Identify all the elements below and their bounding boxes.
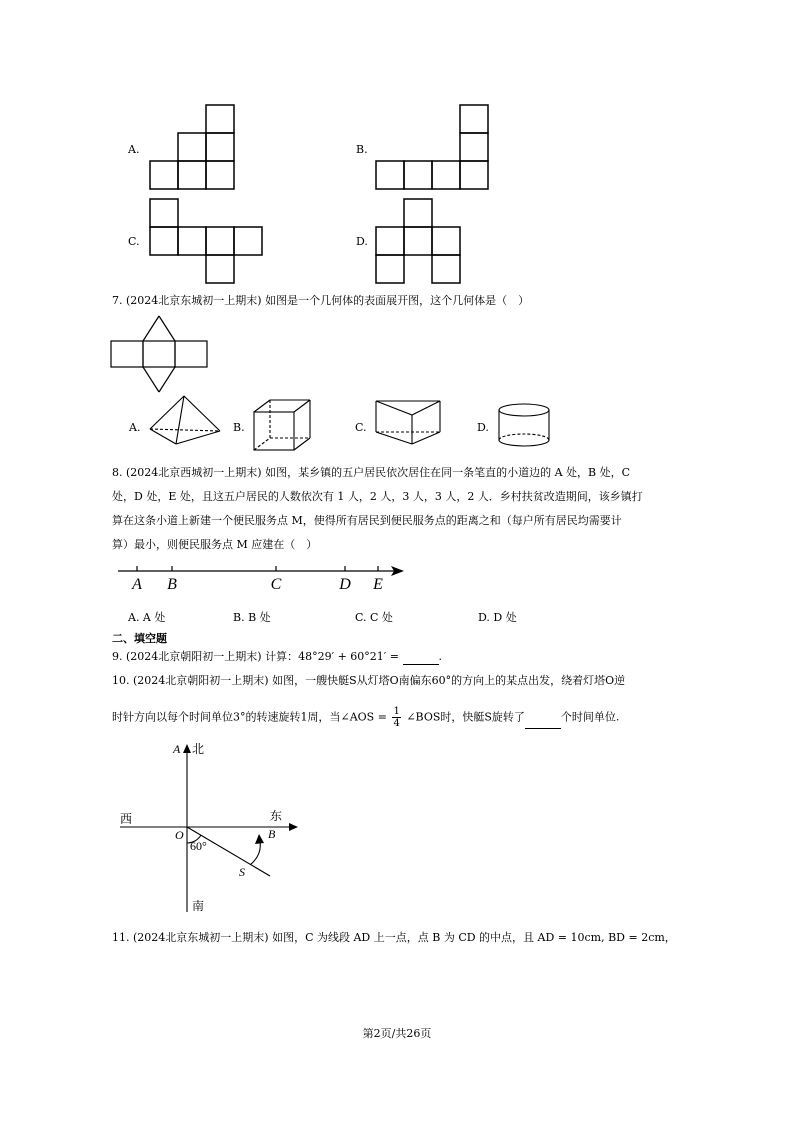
q8-option-a: A. A 处 <box>128 611 166 624</box>
q10-text-2c: 个时间单位. <box>560 710 620 724</box>
q9-text: 计算：48°29′ + 60°21′ = <box>265 650 399 663</box>
label-east: 东 <box>270 809 283 823</box>
north-arrowhead <box>183 744 191 753</box>
label-b: B <box>268 827 276 841</box>
q8-option-c: C. C 处 <box>355 611 393 624</box>
q10-text-1: 如图，一艘快艇S从灯塔O南偏东60°的方向上的某点出发，绕着灯塔O逆 <box>272 674 626 687</box>
q8-option-d: D. D 处 <box>478 611 517 624</box>
q10-text-2a: 时针方向以每个时间单位3°的转速旋转1周，当∠AOS = <box>112 710 387 724</box>
east-arrowhead <box>289 823 298 831</box>
point-c-label: C <box>270 576 282 593</box>
page-footer: 第2页/共26页 <box>362 1027 432 1040</box>
q7-option-a-label: A. <box>129 421 141 434</box>
label-south: 南 <box>192 899 205 913</box>
q8-text-1: 如图，某乡镇的五户居民依次居住在同一条笔直的小道边的 A 处，B 处，C <box>265 466 631 479</box>
point-a-label: A <box>132 576 142 593</box>
q8-source: (2024北京西城初一上期末) <box>126 466 262 479</box>
q7-option-c-label: C. <box>355 421 367 434</box>
q10-fraction-denominator: 4 <box>393 718 400 729</box>
rotation-arrowhead <box>255 834 264 844</box>
q11-text: 如图，C 为线段 AD 上一点，点 B 为 CD 的中点，且 AD = 10cm, BD = 2cm， <box>272 931 676 944</box>
q8-line-2: 处，D 处，E 处，且这五户居民的人数依次有 1 人，2 人，3 人，3 人，2 人．乡村扶贫改造期间，该乡镇打 <box>112 490 643 503</box>
q7-source: (2024北京东城初一上期末) <box>126 294 262 307</box>
q7-option-d-label: D. <box>477 421 489 434</box>
point-b-label: B <box>167 576 177 593</box>
q9-number: 9. <box>112 650 123 663</box>
label-north: 北 <box>192 742 205 756</box>
q8-number: 8. <box>112 466 123 479</box>
label-o: O <box>175 828 184 842</box>
q6-option-a-label: A. <box>128 143 140 156</box>
q9-end: . <box>438 650 442 663</box>
q7-option-b-label: B. <box>233 421 245 434</box>
q11-source: (2024北京东城初一上期末) <box>133 931 269 944</box>
q8-line-4: 算）最小，则便民服务点 M 应建在（ ） <box>112 538 318 551</box>
q7-number: 7. <box>112 294 123 307</box>
q10-source: (2024北京朝阳初一上期末) <box>133 674 269 687</box>
q10-fraction-numerator: 1 <box>393 706 400 717</box>
label-a: A <box>173 742 181 756</box>
q9-source: (2024北京朝阳初一上期末) <box>126 650 262 663</box>
rotation-arrow <box>250 842 260 865</box>
q6-option-b-label: B. <box>356 143 368 156</box>
q6-option-d-label: D. <box>356 235 368 248</box>
q8-line-3: 算在这条小道上新建一个便民服务点 M，使得所有居民到便民服务点的距离之和（每户所有居民均需要计 <box>112 514 622 527</box>
q11-line <box>112 930 676 946</box>
q6-option-c-label: C. <box>128 235 140 248</box>
point-e-label: E <box>373 576 383 593</box>
q10-number: 10. <box>112 674 130 687</box>
q10-text-2b: ∠BOS时，快艇S旋转了 <box>406 710 525 724</box>
label-angle: 60° <box>190 839 207 853</box>
label-s: S <box>239 865 245 879</box>
section-title: 二、填空题 <box>112 632 167 645</box>
label-west: 西 <box>120 812 133 826</box>
point-d-label: D <box>339 576 351 593</box>
q8-option-b: B. B 处 <box>233 611 271 624</box>
q11-number: 11. <box>112 931 130 944</box>
q7-question: 如图是一个几何体的表面展开图，这个几何体是（ ） <box>265 294 530 307</box>
